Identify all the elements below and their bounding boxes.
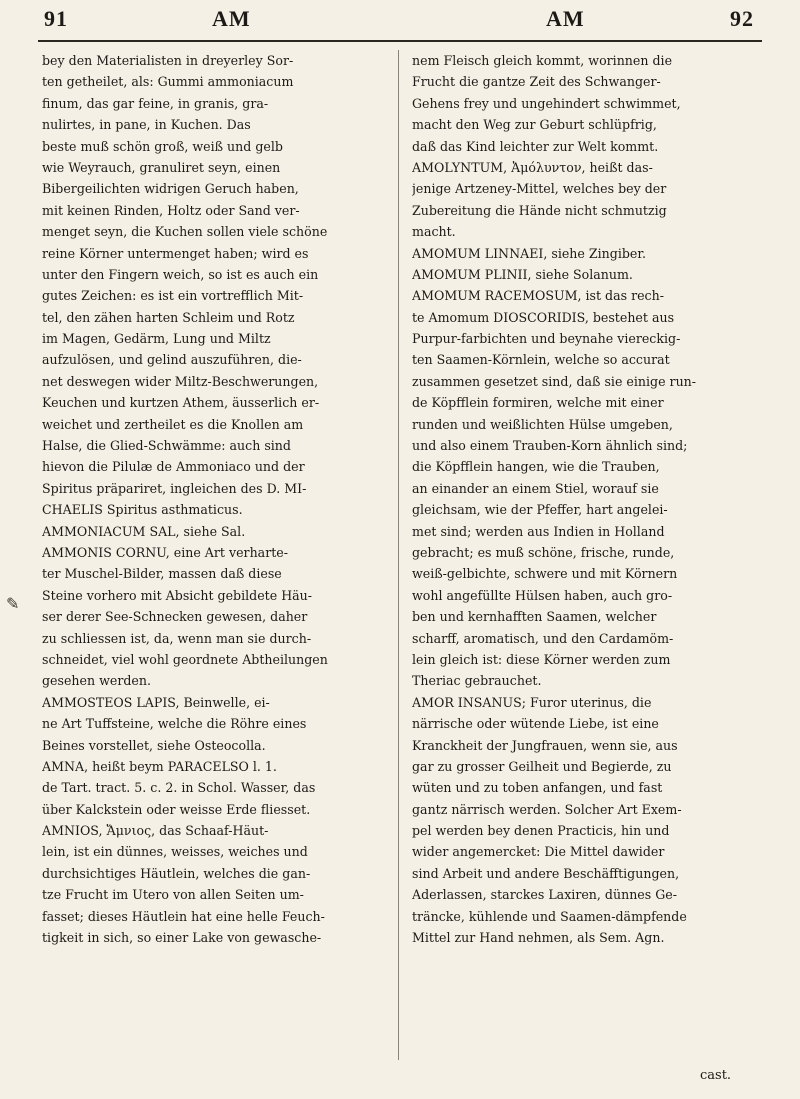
- text-line: AMNA, heißt beym PARACELSO l. 1.: [42, 758, 277, 774]
- text-line: schneidet, viel wohl geordnete Abtheilungen: [42, 651, 328, 667]
- text-line: wüten und zu toben anfangen, und fast: [412, 780, 663, 796]
- text-line: tze Frucht im Utero von allen Seiten um-: [42, 887, 304, 903]
- text-line: de Tart. tract. 5. c. 2. in Schol. Wasser, das: [42, 780, 316, 796]
- text-line: Beines vorstellet, siehe Osteocolla.: [42, 737, 266, 753]
- text-line: net deswegen wider Miltz-Beschwerungen,: [42, 373, 319, 389]
- text-line: ser derer See-Schnecken gewesen, daher: [42, 609, 308, 625]
- text-line: mit keinen Rinden, Holtz oder Sand ver-: [42, 202, 300, 218]
- text-line: Halse, die Glied-Schwämme: auch sind: [42, 438, 291, 454]
- page-number-right: 92: [730, 6, 754, 31]
- page-header: [0, 0, 800, 44]
- text-line: CHAELIS Spiritus asthmaticus.: [42, 502, 243, 518]
- text-line: gleichsam, wie der Pfeffer, hart angelei-: [412, 502, 668, 518]
- text-line: finum, das gar feine, in granis, gra-: [42, 95, 269, 111]
- text-line: lein gleich ist: diese Körner werden zum: [412, 651, 671, 667]
- text-line: AMNIOS, Ἄμνιος, das Schaaf-Häut-: [42, 823, 269, 839]
- text-line: menget seyn, die Kuchen sollen viele schöne: [42, 224, 328, 240]
- text-line: ten Saamen-Körnlein, welche so accurat: [412, 352, 670, 368]
- text-line: te Amomum DIOSCORIDIS, bestehet aus: [412, 309, 675, 325]
- text-line: zusammen gesetzet sind, daß sie einige run-: [412, 373, 697, 389]
- text-line: macht den Weg zur Geburt schlüpfrig,: [412, 117, 657, 133]
- text-line: wohl angefüllte Hülsen haben, auch gro-: [412, 587, 673, 603]
- text-line: AMMONIACUM SAL, siehe Sal.: [42, 523, 246, 539]
- text-line: über Kalckstein oder weisse Erde fliesset.: [42, 801, 311, 817]
- text-line: Kranckheit der Jungfrauen, wenn sie, aus: [412, 737, 678, 753]
- text-line: jenige Artzeney-Mittel, welches bey der: [412, 181, 667, 197]
- column-divider: [398, 50, 399, 1060]
- text-line: Gehens frey und ungehindert schwimmet,: [412, 95, 681, 111]
- text-line: lein, ist ein dünnes, weisses, weiches und: [42, 844, 308, 860]
- text-line: scharff, aromatisch, und den Cardamöm-: [412, 630, 674, 646]
- text-line: im Magen, Gedärm, Lung und Miltz: [42, 331, 271, 347]
- text-line: ten getheilet, als: Gummi ammoniacum: [42, 74, 294, 90]
- page-number-left: 91: [44, 6, 68, 31]
- text-line: wie Weyrauch, granuliret seyn, einen: [42, 159, 281, 175]
- catchword: cast.: [700, 1068, 732, 1083]
- text-line: durchsichtiges Häutlein, welches die gan-: [42, 865, 311, 881]
- text-line: Zubereitung die Hände nicht schmutzig: [412, 202, 667, 218]
- text-line: ben und kernhafften Saamen, welcher: [412, 609, 657, 625]
- text-line: ter Muschel-Bilder, massen daß diese: [42, 566, 282, 582]
- text-line: gebracht; es muß schöne, frische, runde,: [412, 544, 675, 560]
- text-line: Steine vorhero mit Absicht gebildete Häu-: [42, 587, 313, 603]
- text-line: wider angemercket: Die Mittel dawider: [412, 844, 665, 860]
- text-line: AMOMUM RACEMOSUM, ist das rech-: [412, 288, 664, 304]
- text-line: sind Arbeit und andere Beschäfftigungen,: [412, 865, 680, 881]
- text-line: Spiritus präpariret, ingleichen des D. MI-: [42, 480, 307, 496]
- text-line: Aderlassen, starckes Laxiren, dünnes Ge-: [412, 887, 677, 903]
- right-column: [412, 50, 767, 948]
- text-line: an einander an einem Stiel, worauf sie: [412, 480, 659, 496]
- text-line: AMOR INSANUS; Furor uterinus, die: [412, 694, 652, 710]
- text-line: runden und weißlichten Hülse umgeben,: [412, 416, 673, 432]
- text-line: daß das Kind leichter zur Welt kommt.: [412, 138, 659, 154]
- text-line: de Köpfflein formiren, welche mit einer: [412, 395, 664, 411]
- text-line: närrische oder wütende Liebe, ist eine: [412, 716, 659, 732]
- running-head-right: AM: [546, 6, 585, 31]
- text-line: tigkeit in sich, so einer Lake von gewasche-: [42, 930, 322, 946]
- text-line: ne Art Tuffsteine, welche die Röhre eines: [42, 716, 307, 732]
- text-line: Theriac gebrauchet.: [412, 673, 542, 689]
- text-line: gesehen werden.: [42, 673, 151, 689]
- text-line: met sind; werden aus Indien in Holland: [412, 523, 665, 539]
- text-line: AMOMUM PLINII, siehe Solanum.: [412, 266, 633, 282]
- text-line: AMMONIS CORNU, eine Art verharte-: [42, 544, 288, 560]
- text-line: nem Fleisch gleich kommt, worinnen die: [412, 53, 673, 68]
- text-line: Keuchen und kurtzen Athem, äusserlich er-: [42, 395, 320, 411]
- text-line: reine Körner untermenget haben; wird es: [42, 245, 309, 261]
- text-line: gantz närrisch werden. Solcher Art Exem-: [412, 801, 682, 817]
- text-line: macht.: [412, 224, 456, 240]
- text-line: träncke, kühlende und Saamen-dämpfende: [412, 908, 687, 924]
- text-line: unter den Fingern weich, so ist es auch ein: [42, 266, 319, 282]
- text-line: fasset; dieses Häutlein hat eine helle Feuch-: [42, 908, 325, 924]
- text-line: AMOLYNTUM, Ἀμόλυντον, heißt das-: [412, 159, 653, 175]
- text-line: weichet und zertheilet es die Knollen am: [42, 416, 304, 432]
- text-line: und also einem Trauben-Korn ähnlich sind;: [412, 438, 688, 454]
- text-line: Purpur-farbichten und beynahe viereckig-: [412, 331, 681, 347]
- text-line: AMOMUM LINNAEI, siehe Zingiber.: [412, 245, 647, 261]
- text-line: gutes Zeichen: es ist ein vortrefflich Mit-: [42, 288, 304, 304]
- text-line: aufzulösen, und gelind auszuführen, die-: [42, 352, 302, 368]
- margin-mark: ✎: [6, 594, 20, 613]
- text-line: beste muß schön groß, weiß und gelb: [42, 138, 283, 154]
- text-line: Mittel zur Hand nehmen, als Sem. Agn.: [412, 930, 665, 946]
- text-line: zu schliessen ist, da, wenn man sie durch-: [42, 630, 312, 646]
- text-line: tel, den zähen harten Schleim und Rotz: [42, 309, 295, 325]
- text-line: weiß-gelbichte, schwere und mit Körnern: [412, 566, 678, 582]
- text-line: bey den Materialisten in dreyerley Sor-: [42, 53, 294, 68]
- text-line: die Köpfflein hangen, wie die Trauben,: [412, 459, 660, 475]
- left-column: [42, 50, 387, 948]
- text-line: Frucht die gantze Zeit des Schwanger-: [412, 74, 661, 90]
- text-line: hievon die Pilulæ de Ammoniaco und der: [42, 459, 305, 475]
- text-line: pel werden bey denen Practicis, hin und: [412, 823, 670, 839]
- text-line: nulirtes, in pane, in Kuchen. Das: [42, 117, 251, 133]
- running-head-left: AM: [212, 6, 251, 31]
- text-line: AMMOSTEOS LAPIS, Beinwelle, ei-: [42, 694, 270, 710]
- text-line: Bibergeilichten widrigen Geruch haben,: [42, 181, 299, 197]
- header-rule: [38, 40, 762, 42]
- text-line: gar zu grosser Geilheit und Begierde, zu: [412, 758, 672, 774]
